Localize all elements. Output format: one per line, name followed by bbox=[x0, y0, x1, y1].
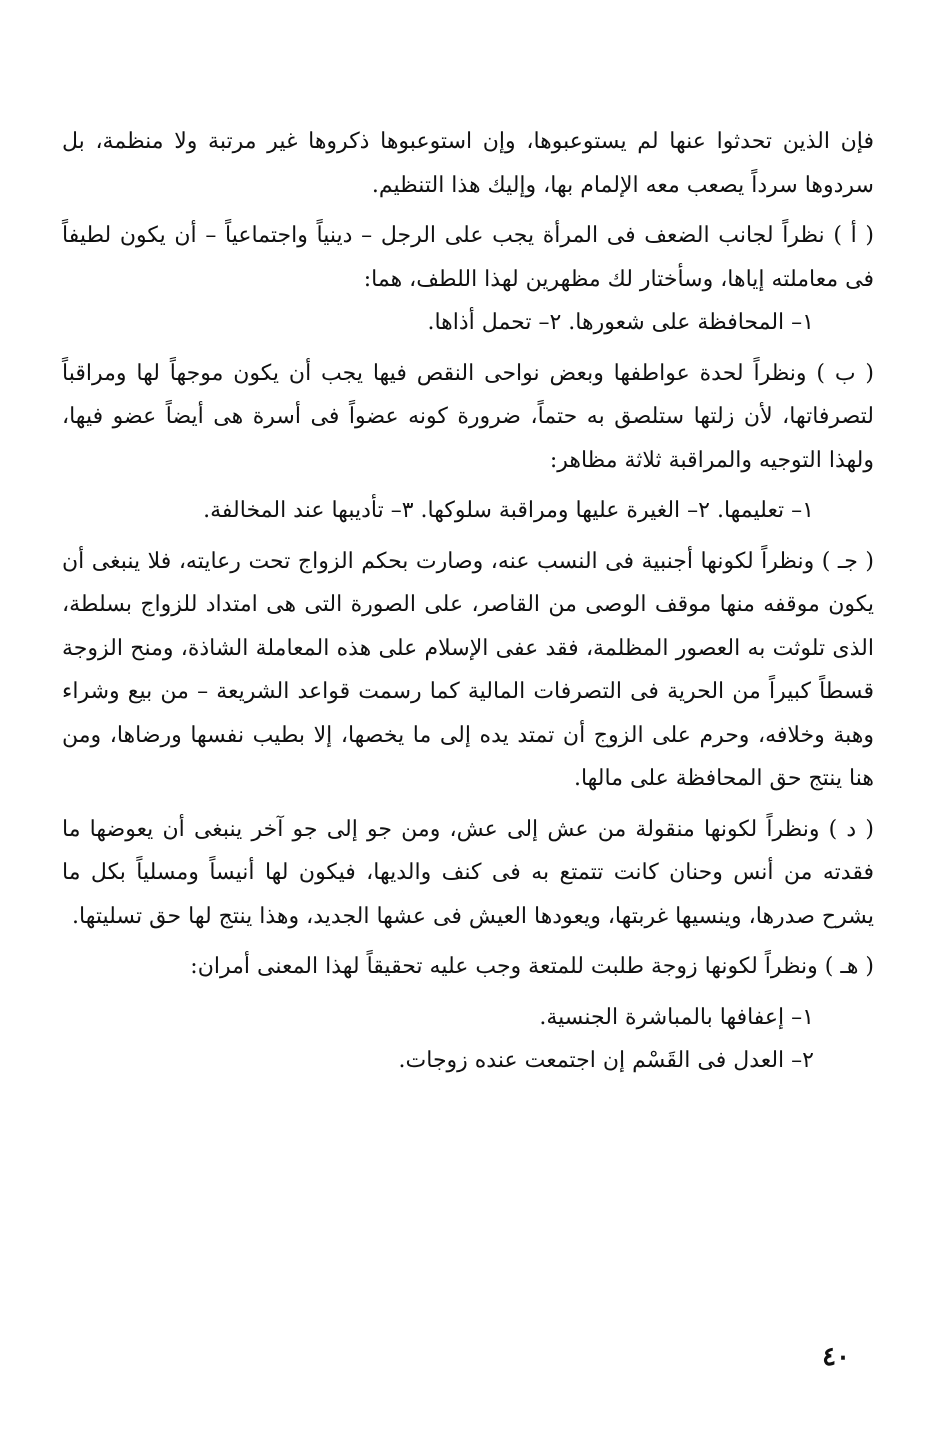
body-text bbox=[62, 120, 874, 1083]
paragraph-ba: ( ب ) ونظراً لحدة عواطفها وبعض نواحى النقص فيها يجب أن يكون موجهاً لها ومراقباً لتصرفاتها، لأن زلتها ستلصق به حتماً، ضرورة كونه عضواً فى أسرة هى أيضاً عضو فيها، ولهذا التوجيه والمراقبة ثلاثة مظاهر: bbox=[62, 360, 874, 473]
paragraph-ha: ( هـ ) ونظراً لكونها زوجة طلبت للمتعة وجب عليه تحقيقاً لهذا المعنى أمران: bbox=[190, 954, 874, 979]
paragraph-dal: ( د ) ونظراً لكونها منقولة من عش إلى عش، ومن جو إلى جو آخر ينبغى أن يعوضها ما فقدته من أنس وحنان كانت تتمتع به فى كنف والديها، فيكون لها أنيساً ومسلياً بكل ما يشرح صدرها، وينسيها غربتها، ويعودها العيش فى عشها الجديد، وهذا ينتج لها حق تسليتها. bbox=[62, 816, 874, 929]
list-ha-item-2: ٢– العدل فى القَسْم إن اجتمعت عنده زوجات. bbox=[398, 1048, 814, 1073]
page-number: ٤٠ bbox=[822, 1342, 850, 1372]
paragraph-intro: فإن الذين تحدثوا عنها لم يستوعبوها، وإن استوعبوها ذكروها غير مرتبة ولا منظمة، بل سردوها سرداً يصعب معه الإلمام بها، وإليك هذا التنظيم. bbox=[62, 129, 874, 198]
paragraph-jim: ( جـ ) ونظراً لكونها أجنبية فى النسب عنه، وصارت بحكم الزواج تحت رعايته، فلا ينبغى أن يكون موقفه منها موقف الوصى من القاصر، على الصورة التى هى امتداد للزواج بسلطة، الذى تلوثت به العصور المظلمة، فقد عفى الإسلام على هذه المعاملة الشاذة، ومنح الزوجة قسطاً كبيراً من الحرية فى التصرفات المالية كما رسمت قواعد الشريعة – من بيع وشراء وهبة وخلافه، وحرم على الزوج أن تمتد يده إلى ما يخصها، إلا بطيب نفسها ورضاها، ومن هنا ينتج حق المحافظة على مالها. bbox=[62, 548, 874, 791]
list-ha-item-1: ١– إعفافها بالمباشرة الجنسية. bbox=[539, 1004, 814, 1030]
paragraph-alif: ( أ ) نظراً لجانب الضعف فى المرأة يجب على الرجل – دينياً واجتماعياً – أن يكون لطيفاً فى معاملته إياها، وسأختار لك مظهرين لهذا اللطف، هما: bbox=[62, 223, 874, 292]
list-alif-items: ١– المحافظة على شعورها. ٢– تحمل أذاها. bbox=[427, 310, 814, 335]
list-ba-items: ١– تعليمها. ٢– الغيرة عليها ومراقبة سلوكها. ٣– تأديبها عند المخالفة. bbox=[203, 498, 814, 523]
